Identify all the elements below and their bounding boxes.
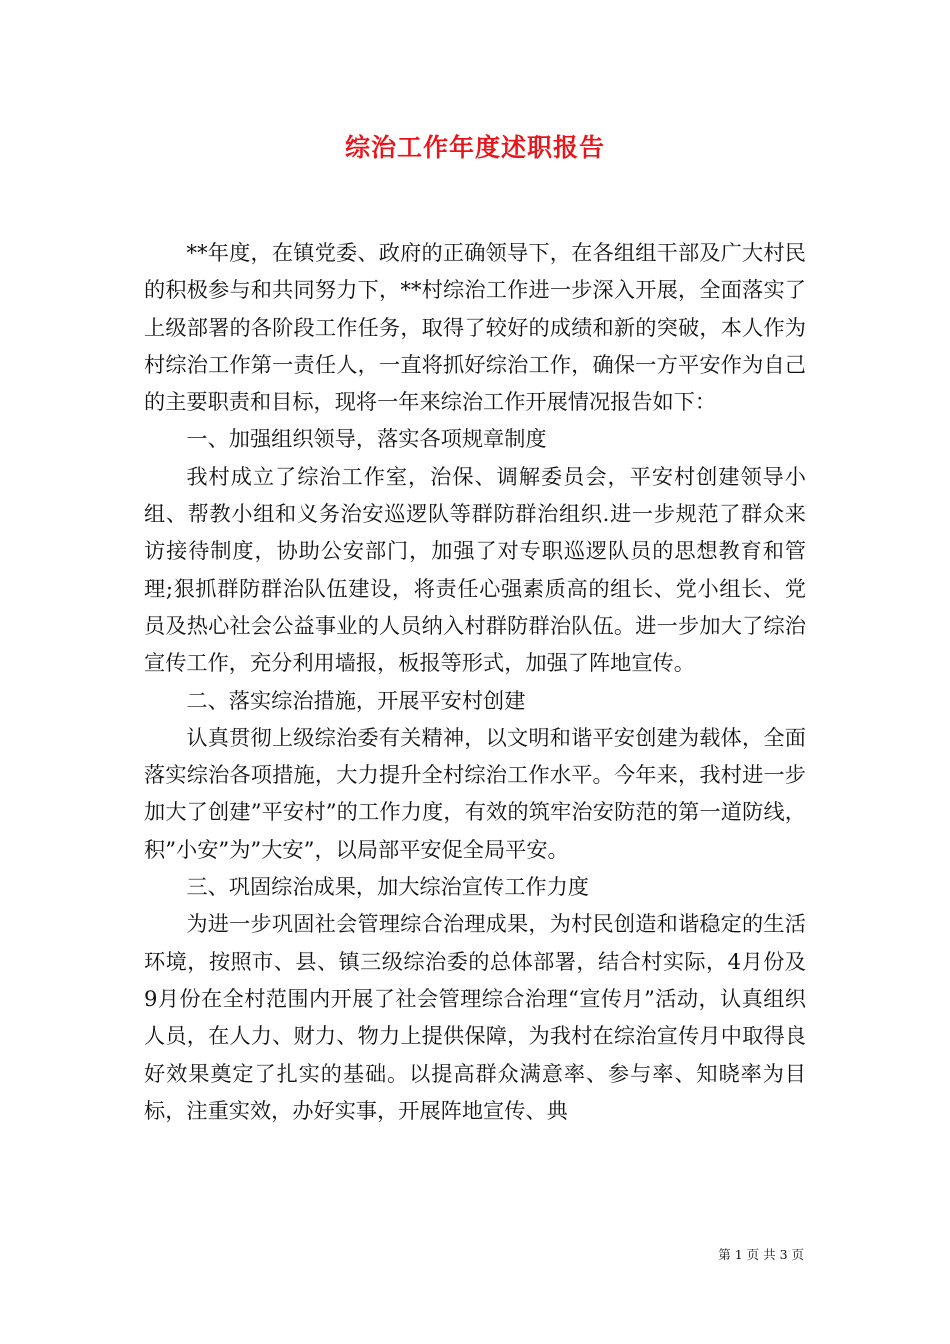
paragraph-section-2: 认真贯彻上级综治委有关精神，以文明和谐平安创建为载体，全面落实综治各项措施，大力提升全村综治工作水平。今年来，我村进一步加大了创建”平安村”的工作力度，有效的筑牢治安防范的第一道防线，积”小安”为”大安”，以局部平安促全局平安。 bbox=[144, 724, 806, 862]
document-title: 综治工作年度述职报告 bbox=[344, 133, 605, 162]
paragraph-intro: **年度，在镇党委、政府的正确领导下，在各组组干部及广大村民的积极参与和共同努力下，**村综治工作进一步深入开展，全面落实了上级部署的各阶段工作任务，取得了较好的成绩和新的突破，本人作为村综治工作第一责任人，一直将抓好综治工作，确保一方平安作为自己的主要职责和目标，现将一年来综治工作开展情况报告如下： bbox=[144, 240, 806, 415]
page-number: 第 1 页 共 3 页 bbox=[718, 1247, 804, 1262]
section-heading-2: 二、落实综治措施，开展平安村创建 bbox=[186, 687, 526, 713]
document-body bbox=[144, 234, 806, 1129]
paragraph-section-3: 为进一步巩固社会管理综合治理成果，为村民创造和谐稳定的生活环境，按照市、县、镇三级综治委的总体部署，结合村实际，4月份及9月份在全村范围内开展了社会管理综合治理“宣传月”活动，认真组织人员，在人力、财力、物力上提供保障，为我村在综治宣传月中取得良好效果奠定了扎实的基础。以提高群众满意率、参与率、知晓率为目标，注重实效，办好实事，开展阵地宣传、典 bbox=[144, 911, 806, 1123]
paragraph-section-1: 我村成立了综治工作室，治保、调解委员会，平安村创建领导小组、帮教小组和义务治安巡逻队等群防群治组织.进一步规范了群众来访接待制度，协助公安部门，加强了对专职巡逻队员的思想教育和管理;狠抓群防群治队伍建设，将责任心强素质高的组长、党小组长、党员及热心社会公益事业的人员纳入村群防群治队伍。进一步加大了综治宣传工作，充分利用墙报，板报等形式，加强了阵地宣传。 bbox=[144, 463, 806, 676]
section-heading-3: 三、巩固综治成果，加大综治宣传工作力度 bbox=[186, 874, 589, 900]
section-heading-1: 一、加强组织领导，落实各项规章制度 bbox=[186, 426, 547, 452]
